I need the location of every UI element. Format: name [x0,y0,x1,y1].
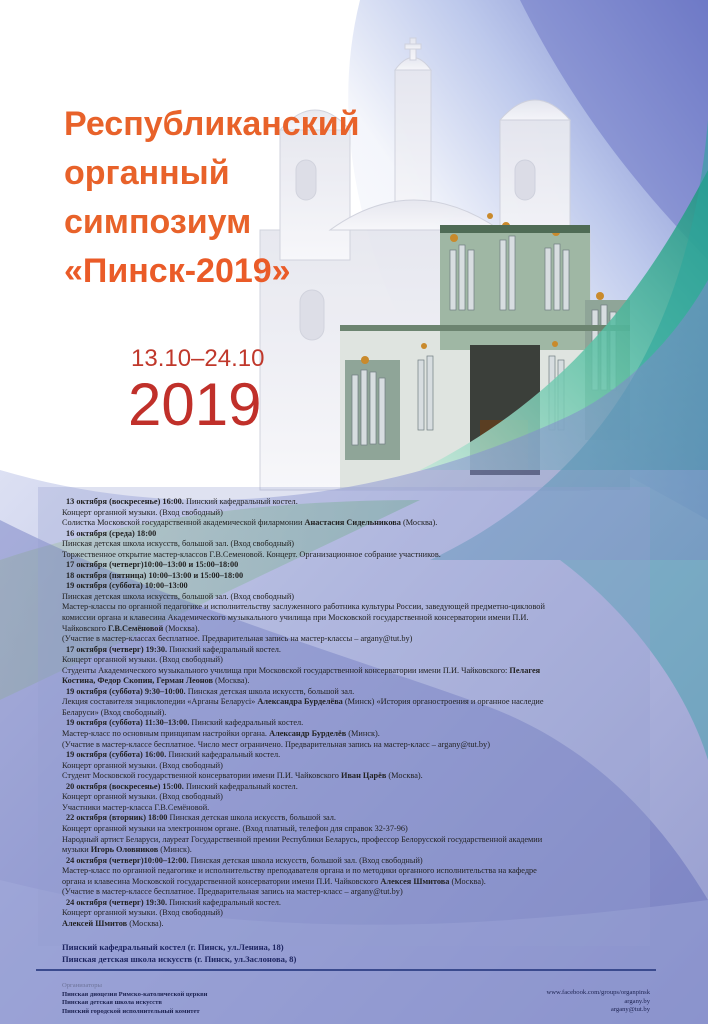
schedule-text: (Минск) «История органостроения и органное наследие [342,697,544,707]
schedule-line [62,666,642,677]
email-link[interactable]: argany@tut.by [610,1006,650,1014]
organizer-item: Пинский городской исполнительный комитет [62,1007,200,1015]
performer-name: Александр Бурделёв [269,729,347,739]
schedule-line [62,697,642,708]
facebook-link[interactable]: www.facebook.com/groups/organpinsk [546,989,650,996]
title-line-2: органный [64,154,230,192]
schedule-line [62,634,642,645]
schedule-line [62,718,642,729]
schedule-text: Концерт органной музыки. (Вход свободный) [62,908,223,918]
schedule-line [62,592,642,603]
website-link[interactable]: argany.by [624,997,650,1005]
schedule-text: Мастер-класс по органной педагогике и исполнительству преподавателя органа и по методики органного исполнительства на кафедре [62,866,537,876]
schedule-text: Народный артист Беларуси, лауреат Государственной премии Республики Беларусь, профессор Белорусской государственной академии [62,834,543,844]
schedule-date: 19 октября (суббота) 11:30–13:00. [66,718,190,728]
schedule-line [62,813,642,824]
schedule-line [62,602,642,613]
schedule-text: Концерт органной музыки на электронном органе. (Вход платный, телефон для справок 32-37-96) [62,823,408,833]
schedule-text: Мастер-класс по основным принципам настройки органа. [62,729,270,739]
schedule-text: Концерт органной музыки. (Вход свободный) [62,655,223,665]
contact-links [547,989,650,1015]
schedule-line [62,782,642,793]
schedule-date: 22 октября (вторник) 18:00 [66,813,168,823]
title-line-4: «Пинск-2019» [64,252,291,290]
schedule-text: Пинский кафедральный костел. [183,497,298,506]
performer-name: Анастасия Сидельникова [304,518,401,528]
schedule-line [62,508,642,519]
organizer-item: Пинская детская школа искусств [62,999,162,1007]
schedule-line [62,887,642,898]
performer-name: Г.В.Семёновой [108,623,164,633]
venue-cathedral: Пинский кафедральный костел (г. Пинск, ул.Ленина, 18) [62,942,284,952]
organizers [62,982,207,1016]
schedule-line [62,803,642,814]
performer-name: Иван Царёв [341,771,387,781]
organizers-label: Организаторы [62,982,102,989]
schedule-text: Торжественное открытие мастер-классов Г.В.Семеновой. Концерт. Организационное собрание участников. [62,549,441,559]
schedule-line [62,529,642,540]
schedule-line [62,613,642,624]
schedule-line [62,708,642,719]
schedule-line [62,729,642,740]
schedule-date: 17 октября (четверг)10:00–13:00 и 15:00–18:00 [66,560,239,570]
schedule-text: Участники мастер-класса Г.В.Семёновой. [62,802,210,812]
schedule-line [62,550,642,561]
schedule-line [62,792,642,803]
schedule-text: Студент Московской государственной консерватории имени П.И. Чайковского [62,771,341,781]
schedule-line [62,655,642,666]
schedule-text: Пинская детская школа искусств, большой зал. (Вход свободный) [188,855,423,865]
schedule-text: Пинская детская школа искусств, большой зал. [185,686,355,696]
venues [62,942,296,965]
title-line-3: симпозиум [64,203,252,241]
schedule-text: (Участие в мастер-классе бесплатное. Предварительная запись на мастер-класс – argany@tut.by) [62,887,403,897]
schedule-line [62,824,642,835]
schedule-date: 19 октября (суббота) 9:30–10:00. [66,686,186,696]
schedule-date: 13 октября (воскресенье) 16:00. [66,497,184,506]
schedule-line [62,771,642,782]
schedule-line [62,518,642,529]
schedule-text: Пинский кафедральный костел. [183,781,298,791]
schedule-date: 19 октября (суббота) 16:00. [66,750,167,760]
schedule-text: Пинский кафедральный костел. [167,644,282,654]
schedule-line [62,750,642,761]
performer-name: Костина, Федор Скопин, Герман Леонов [62,676,213,686]
divider [36,969,656,971]
performer-name: Алексея Шмитова [380,876,450,886]
schedule-line [62,624,642,635]
performer-name: Александра Бурделёва [257,697,343,707]
schedule-line [62,845,642,856]
schedule-line [62,560,642,571]
schedule-text: Студенты Академического музыкального училища при Московской государственной консерватории имени П.И. Чайковского: [62,665,510,675]
schedule-line [62,645,642,656]
schedule-text: Солистка Московской государственной академической филармонии [62,518,305,528]
schedule-line [62,740,642,751]
organizer-item: Пинская диоцезия Римско-католической церкви [62,990,208,998]
schedule-text: (Москва). [127,918,164,928]
schedule-text: Концерт органной музыки. (Вход свободный) [62,792,223,802]
schedule-line [62,676,642,687]
performer-name: Игорь Оловников [90,845,159,855]
schedule-date: 19 октября (суббота) 10:00–13:00 [66,581,188,591]
schedule-text: (Участие в мастер-классе бесплатное. Число мест ограничено. Предварительная запись на мастер-класс – argany@tut.by) [62,739,490,749]
schedule-text: (Минск). [346,729,380,739]
title-line-1: Республиканский [64,105,360,143]
event-year: 2019 [128,371,262,438]
schedule-list [62,497,642,929]
schedule-line [62,919,642,930]
schedule-text: Концерт органной музыки. (Вход свободный) [62,760,223,770]
schedule-line [62,581,642,592]
schedule-line [62,908,642,919]
schedule-text: (Участие в мастер-классах бесплатное. Предварительная запись на мастер-классы – argany@tut.by) [62,634,413,644]
schedule-line [62,866,642,877]
schedule-text: Лекция составителя энциклопедии «Арганы Беларусі» [62,697,258,707]
schedule-line [62,687,642,698]
schedule-text: Беларуси» (Вход свободный). [62,707,167,717]
schedule-date: 24 октября (четверг)10:00–12:00. [66,855,189,865]
schedule-date: 24 октября (четверг) 19:30. [66,897,168,907]
schedule-text: Чайковского [62,623,109,633]
schedule-line [62,898,642,909]
schedule-line [62,761,642,772]
schedule-line [62,856,642,867]
schedule-text: Пинская детская школа искусств, большой зал. (Вход свободный) [62,539,295,549]
schedule-text: Мастер-классы по органной педагогике и исполнительству заслуженного работника культуры России, заведующей предметно-цикловой [62,602,545,612]
schedule-line [62,539,642,550]
schedule-text: Пинский кафедральный костел. [167,897,282,907]
schedule-text: Пинский кафедральный костел. [189,718,304,728]
event-dates: 13.10–24.10 [131,345,265,372]
schedule-text: (Москва). [400,518,438,528]
schedule-line [62,877,642,888]
schedule-text: органа и клавесина Московской государственной консерватории имени П.И. Чайковского [62,876,381,886]
performer-name: Алексей Шмитов [62,918,128,928]
schedule-line [62,835,642,846]
schedule-text: (Москва). [449,876,486,886]
schedule-text: (Минск). [158,845,192,855]
venue-art-school: Пинская детская школа искусств (г. Пинск, ул.Заслонова, 8) [62,953,297,964]
schedule-date: 18 октября (пятница) 10:00–13:00 и 15:00–18:00 [66,570,244,580]
schedule-text: (Москва). [163,623,200,633]
schedule-date: 17 октября (четверг) 19:30. [66,644,168,654]
schedule-text: (Москва). [386,771,423,781]
schedule-line [62,571,642,582]
poster-title [64,100,360,296]
schedule-text: Пинская детская школа искусств, большой зал. (Вход свободный) [62,591,295,601]
schedule-text: Пинский кафедральный костел. [166,750,281,760]
schedule-text: комиссии органа и клавесина Академического музыкального училища при Московской государственной консерватории имени П.И. [62,613,529,623]
performer-name: Пелагея [509,665,541,675]
schedule-date: 20 октября (воскресенье) 15:00. [66,781,184,791]
schedule-text: музыки [62,845,91,855]
schedule-line [62,497,642,508]
schedule-text: (Москва). [212,676,250,686]
schedule-text: Пинская детская школа искусств, большой зал. [167,813,336,823]
schedule-text: Концерт органной музыки. (Вход свободный) [62,507,223,517]
schedule-date: 16 октября (среда) 18:00 [66,528,157,538]
